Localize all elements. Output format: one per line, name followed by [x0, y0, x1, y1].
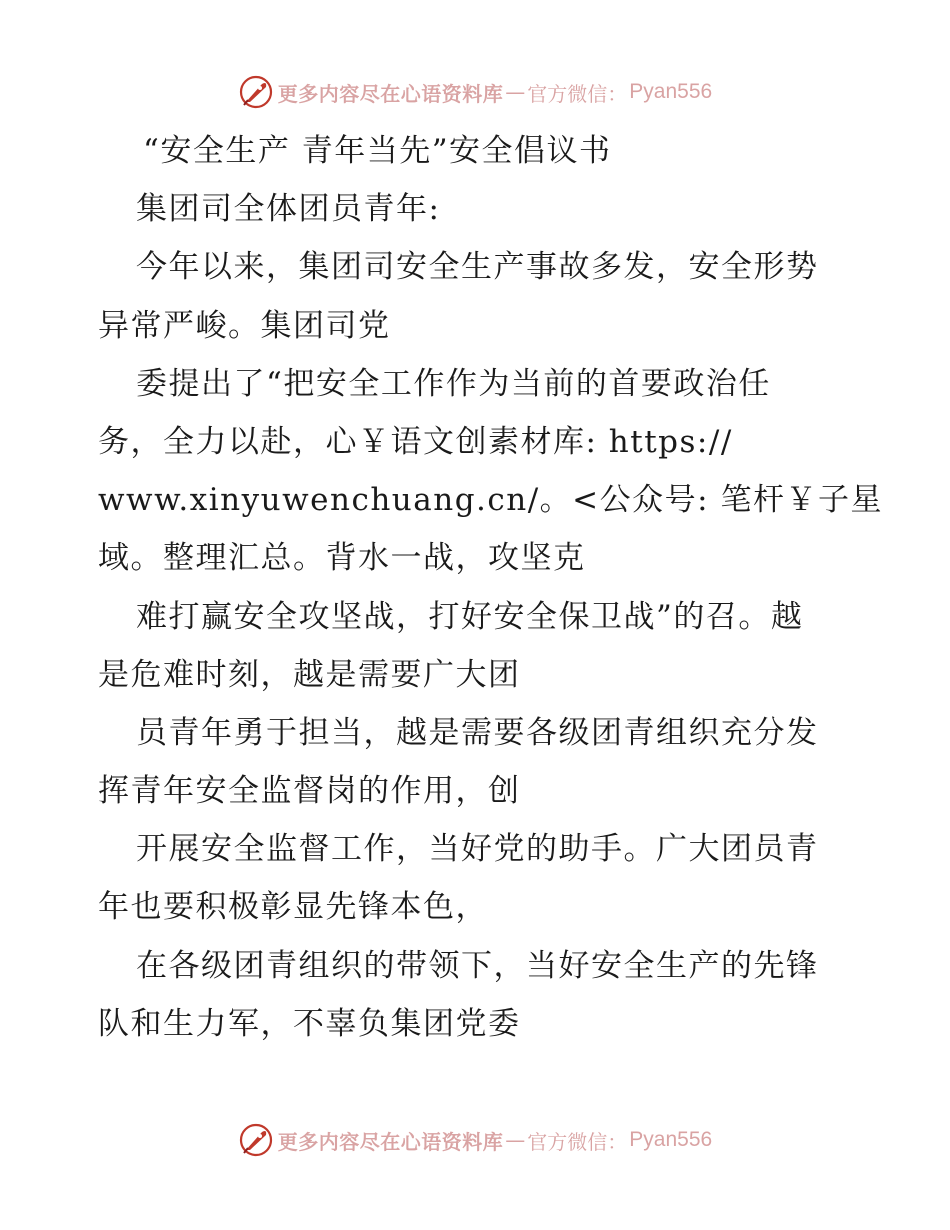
paragraph-line: 开展安全监督工作，当好党的助手。广大团员青: [136, 831, 819, 868]
paragraph-line: 今年以来，集团司安全生产事故多发，安全形势: [136, 249, 819, 286]
banner-dash: —: [505, 80, 526, 104]
footer-banner: [0, 1118, 950, 1162]
paragraph-line: 域。整理汇总。背水一战，攻坚克: [98, 540, 586, 577]
quill-logo-icon: [238, 74, 274, 110]
paragraph-line: 异常严峻。集团司党: [98, 307, 391, 344]
paragraph-line: 队和生力军，不辜负集团党委: [98, 1005, 521, 1042]
paragraph-line: 挥青年安全监督岗的作用，创: [98, 773, 521, 810]
banner-wechat-id: Pyan556: [629, 1128, 713, 1151]
paragraph-line: 员青年勇于担当，越是需要各级团青组织充分发: [136, 714, 819, 751]
paragraph-line: 委提出了“把安全工作作为当前的首要政治任: [136, 365, 771, 402]
banner-dash: —: [505, 1128, 526, 1152]
banner-slogan: 更多内容尽在心语资料库: [277, 1129, 504, 1154]
paragraph-line: 难打赢安全攻坚战，打好安全保卫战”的召。越: [136, 598, 804, 635]
quill-logo-icon: [238, 1122, 274, 1158]
paragraph-line: www.xinyuwenchuang.cn/。<公众号: 笔杆￥子星: [98, 482, 883, 519]
banner-slogan: 更多内容尽在心语资料库: [277, 81, 504, 106]
document-title: “安全生产 青年当先”安全倡议书: [143, 133, 612, 169]
paragraph-line: 是危难时刻，越是需要广大团: [98, 656, 521, 693]
banner-wechat-id: Pyan556: [629, 80, 713, 103]
banner-wechat-label: 官方微信：: [527, 1129, 628, 1154]
salutation: 集团司全体团员青年:: [136, 191, 441, 228]
header-banner: [0, 70, 950, 114]
paragraph-line: 在各级团青组织的带领下，当好安全生产的先锋: [136, 947, 819, 984]
paragraph-line: 务，全力以赴，心￥语文创素材库: https://: [98, 423, 733, 460]
document-body: [98, 122, 883, 1053]
banner-wechat-label: 官方微信：: [527, 81, 628, 106]
paragraph-line: 年也要积极彰显先锋本色，: [98, 889, 488, 926]
